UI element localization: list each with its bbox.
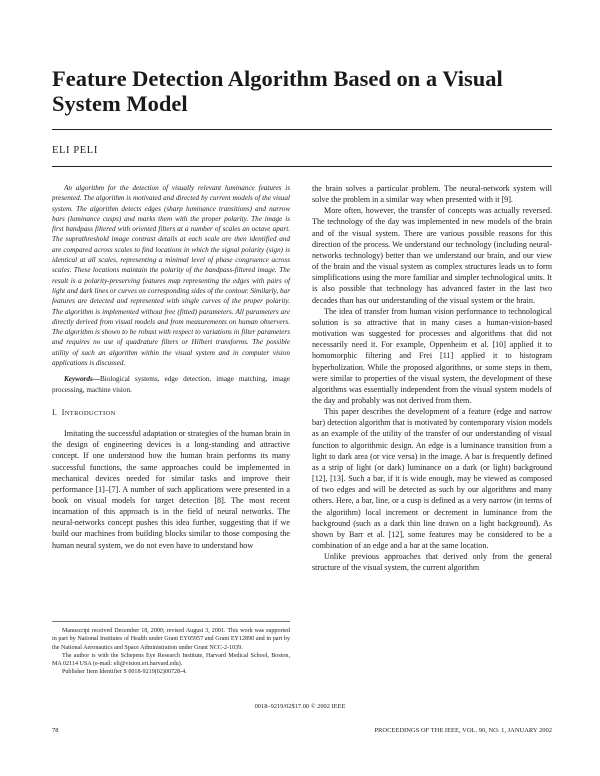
paper-title: Feature Detection Algorithm Based on a Visual System Model	[52, 66, 503, 116]
footnote-affiliation: The author is with the Schepens Eye Research Institute, Harvard Medical School, Boston, MA 02114 USA (e-mail: eli@vision.eri.harvard.edu).	[52, 652, 290, 668]
copyright-line: 0018–9219/02$17.00 © 2002 IEEE	[254, 703, 346, 710]
footnote-identifier: Publisher Item Identifier S 0018-9219(02)00728-4.	[62, 669, 187, 676]
journal-footer: PROCEEDINGS OF THE IEEE, VOL. 90, NO. 1, JANUARY 2002	[374, 727, 552, 734]
footnote-rule	[52, 621, 290, 622]
keywords-text: Biological systems, edge detection, image matching, image processing, machine vision.	[52, 375, 290, 394]
section-initial: I	[61, 407, 65, 417]
keywords-label: Keywords—	[64, 375, 100, 384]
abstract: An algorithm for the detection of visually relevant luminance features is presented. The algorithm is motivated and directed by current models of the visual system. The algorithm detects edges (sharp luminance transitions) and narrow bars (luminance cusps) and marks them with the proper polarity. The image is first bandpass filtered with oriented filters at a number of scales an octave apart. The suprathreshold image contrast details at each scale are then identified and are compared across scales to find locations in which the signal polarity (sign) is identical at all scales, representing a minimal level of phase congruence across scales. These locations maintain the polarity of the bandpass-filtered image. The result is a polarity-preserving features map representing the edges with pairs of light and dark lines or curves on corresponding sides of the contour. Similarly, bar features are detected and represented with single curves of the proper polarity. The algorithm is implemented without free (fitted) parameters. All parameters are directly derived from visual models and from measurements on human observers. The algorithm is shown to be robust with respect to variations in filter parameters and requires no use of quadrature filters or Hilbert transforms. The possible utility of such an algorithm within the visual system and in computer vision applications is discussed.	[52, 184, 290, 368]
left-column	[52, 183, 290, 551]
left-paragraph: Imitating the successful adaptation or strategies of the human brain in the design of engineering devices is a long-standing and attractive concept. If one understood how the human brain performs its many successful functions, the same approaches could be implemented in mechanical devices needed for similar tasks and improve their performance [1]–[7]. A number of such applications were presented in a book on visual models for target detection [8]. The most recent incarnation of this approach is in the field of neural networks. The neural-networks concept pushes this idea further, suggesting that if we build our machines from building blocks similar to those composing the human neural system, we do not even have to understand how	[52, 429, 290, 550]
footnote-manuscript: Manuscript received December 18, 2000; revised August 3, 2001. This work was supported in part by National Institutes of Health under Grant EY05957 and Grant EY12890 and in part by the National Aeronautics and Space Administration under Grant NCC-2-1039.	[52, 628, 290, 651]
right-paragraph: The idea of transfer from human vision performance to technological solution is so attractive that in many cases a human-vision-based motivation was suggested for processes and algorithms that did not necessarily need it. For example, Oppenheim et al. [10] applied it to homomorphic filtering and Frei [11] applied it to histogram hyperbolization. While the proposed algorithms, or some steps in them, were similar to properties of the visual system, the development of these algorithms was essentially independent from the visual system models of the day and probably was not derived from them.	[312, 306, 552, 405]
section-heading	[52, 407, 290, 419]
author-name: ELI PELI	[52, 145, 98, 156]
section-number: I.	[52, 407, 58, 417]
section-title-rest: NTRODUCTION	[64, 409, 116, 417]
right-paragraph: This paper describes the development of a feature (edge and narrow bar) detection algorithm that is motivated by contemporary vision models as an example of the utility of the transfer of our understanding of visual function to algorithmic design. An edge is a luminance transition from a light to dark area (or vice versa) in the image. A bar is frequently defined as a strip of light (or dark) luminance on a dark (or light) background [12], [13]. Such a bar, if it is wide enough, may be viewed as composed of two edges and will be detected as such by our algorithms and many others. Here, a bar, line, or a cusp is defined as a very narrow (in terms of the algorithm) local increment or decrement in luminance from the background (such as a dark thin line drawn on a light background). As shown by Barr et al. [12], some features may be considered to be a combination of an edge and a bar at the same location.	[312, 407, 552, 550]
right-paragraph: the brain solves a particular problem. The neural-network system will solve the problem in a similar way when presented with it [9].	[312, 184, 552, 205]
author-rule	[52, 166, 552, 167]
right-paragraph: Unlike previous approaches that derived only from the general structure of the visual system, the current algorithm	[312, 552, 552, 573]
footnotes	[52, 627, 290, 677]
right-paragraph: More often, however, the transfer of concepts was actually reversed. The technology of the day was implemented in new models of the brain and of the visual system. There are various possible reasons for this direction of the process. We understand our technology (including neural-networks technology) better than we understand our brain, and our view of the brain and the visual system as complex structures leads us to form simplifications using the more familiar and simpler technological units. It is also possible that technology has advanced faster in the last two decades than has our understanding of the visual system or the brain.	[312, 206, 552, 305]
title-rule	[52, 129, 552, 130]
keywords	[52, 374, 290, 395]
right-column	[312, 183, 552, 573]
page-number: 78	[52, 727, 59, 734]
